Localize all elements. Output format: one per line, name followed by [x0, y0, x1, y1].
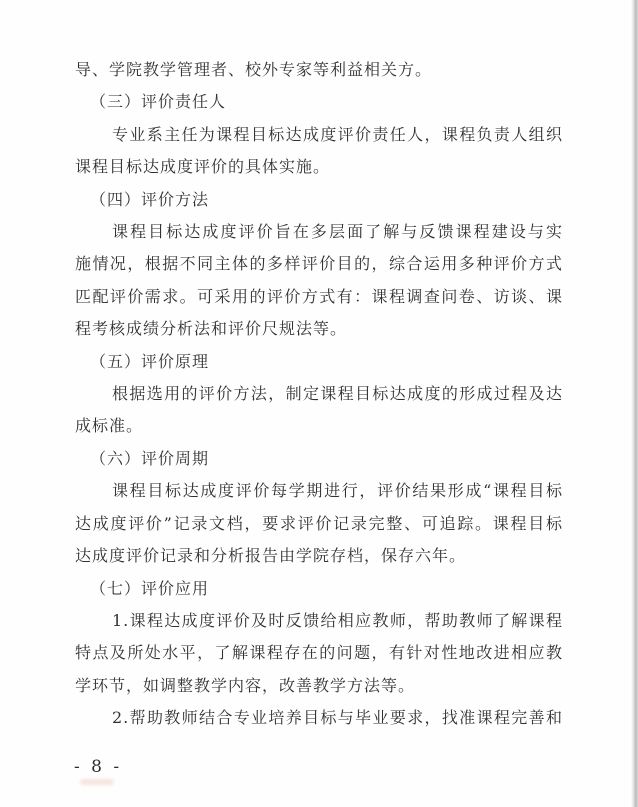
text-line: 根据选用的评价方法，制定课程目标达成度的形成过程及达 [112, 384, 563, 404]
text-line: 程考核成绩分析法和评价尺规法等。 [75, 319, 348, 339]
text-line: 学环节，如调整教学内容，改善教学方法等。 [75, 675, 416, 695]
text-line: 导、学院教学管理者、校外专家等利益相关方。 [75, 60, 433, 79]
text-line: 达成度评价记录和分析报告由学院存档，保存六年。 [75, 546, 467, 566]
section-heading: （七）评价应用 [90, 578, 210, 598]
text-line: 2.帮助教师结合专业培养目标与毕业要求，找准课程完善和 [112, 708, 563, 728]
page-number: - 8 - [74, 757, 123, 777]
section-heading: （五）评价原理 [90, 351, 210, 371]
document-body [75, 54, 563, 735]
section-heading: （四）评价方法 [90, 189, 210, 209]
text-line: 匹配评价需求。可采用的评价方式有：课程调查问卷、访谈、课 [75, 286, 563, 306]
text-line: 专业系主任为课程目标达成度评价责任人，课程负责人组织 [112, 124, 563, 144]
section-heading: （六）评价周期 [90, 448, 210, 468]
scan-edge-shadow [631, 0, 638, 807]
text-line: 特点及所处水平，了解课程存在的问题，有针对性地改进相应教 [75, 643, 563, 663]
text-line: 课程目标达成度评价每学期进行，评价结果形成“课程目标 [112, 481, 563, 501]
section-heading: （三）评价责任人 [90, 92, 227, 112]
scan-artifact [80, 779, 114, 785]
text-line: 课程目标达成度评价的具体实施。 [75, 157, 331, 177]
text-line: 达成度评价”记录文档，要求评价记录完整、可追踪。课程目标 [75, 513, 563, 533]
text-line: 课程目标达成度评价旨在多层面了解与反馈课程建设与实 [112, 222, 563, 242]
text-line: 1.课程达成度评价及时反馈给相应教师，帮助教师了解课程 [112, 610, 563, 630]
text-line: 成标准。 [75, 416, 144, 436]
text-line: 施情况，根据不同主体的多样评价目的，综合运用多种评价方式 [75, 254, 563, 274]
